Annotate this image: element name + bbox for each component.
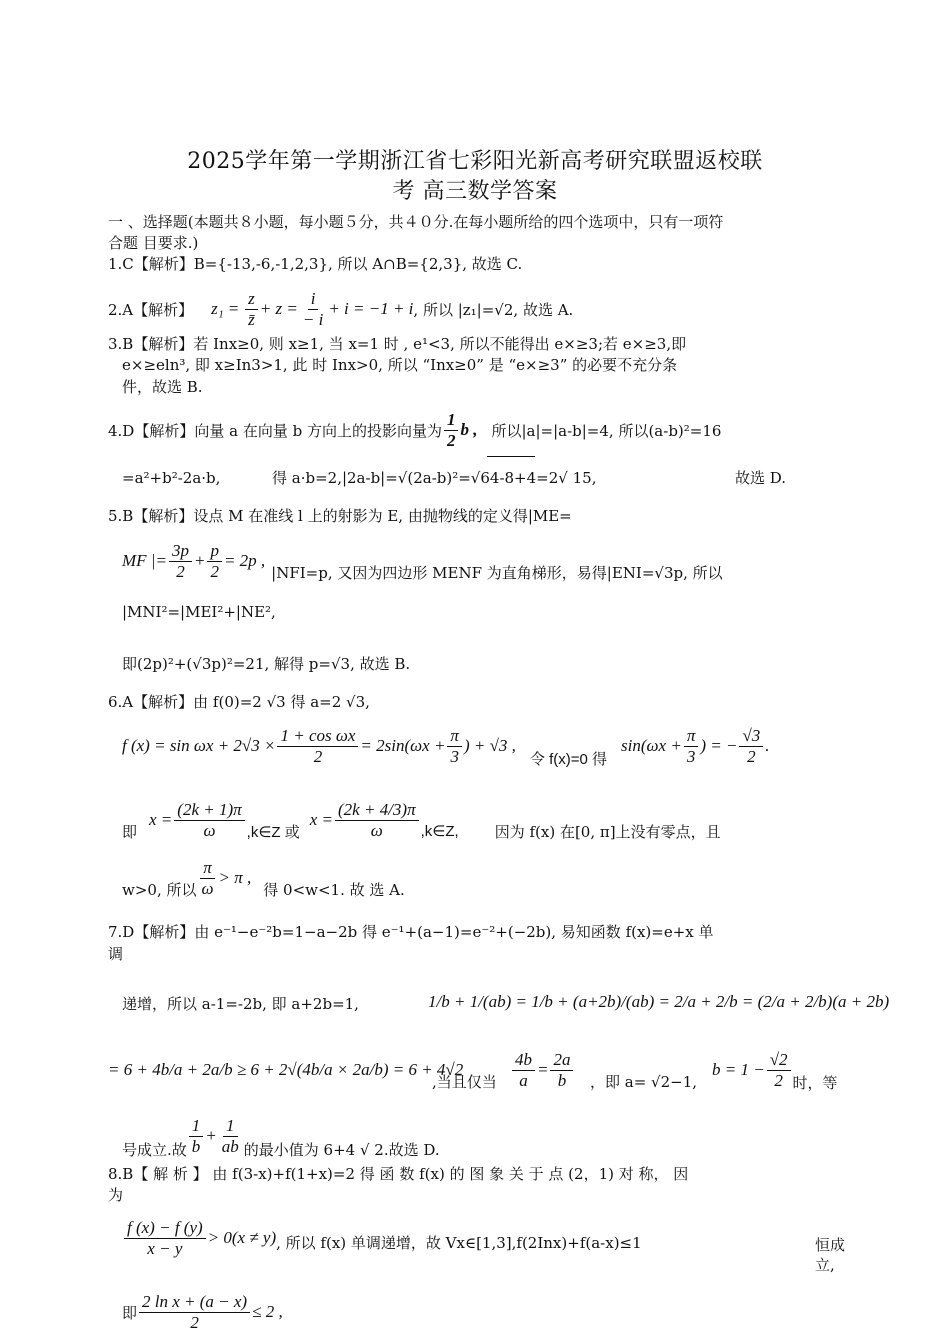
answer-q1: 1.C【解析】B={-13,-6,-1,2,3}, 所以 A∩B={2,3}, 故选 C. xyxy=(108,255,523,273)
answer-q7-line-4: 号成立.故 $\frac{1}{b}$ + $\frac{1}{ab}$ 的最小值为 6+4 √ 2.故选 D. xyxy=(122,1115,440,1159)
section-header-line-2: 合题 目要求.) xyxy=(108,234,199,252)
answer-q6-line-1: 6.A【解析】由 f(0)=2 √3 得 a=2 √3, xyxy=(108,693,370,711)
q6-fraction-pi3-b: $\frac{\pi}{3}$ xyxy=(684,726,699,767)
q6-fraction-pi3: $\frac{\pi}{3}$ xyxy=(447,726,462,767)
q6-fraction-cos: $\frac{\text{1 + cos ωx}}{2}$ xyxy=(277,726,358,767)
q2-suffix: , 所以 |z₁|=√2, 故选 A. xyxy=(413,300,574,319)
q5-fraction-3p: $\frac{3p}{2}$ xyxy=(169,541,192,582)
answer-q5-line-3: |MNI²=|MEI²+|NE², xyxy=(122,603,276,621)
q7-equation-1: 1/b + 1/(ab) = 1/b + (a+2b)/(ab) = 2/a + 2/b = (2/a + 2/b)(a + 2b) xyxy=(428,992,890,1011)
answer-q3-line-1: 3.B【解析】若 Inx≥0, 则 x≥1, 当 x=1 时 , e¹<3, 所以不能得出 e×≥3;若 e×≥3,即 xyxy=(108,335,687,353)
q2-z1: z₁ xyxy=(211,299,224,318)
q7-equation-2: = 6 + 4b/a + 2a/b ≥ 6 + 2√(4b/a × 2a/b) = 6 + 4√2 xyxy=(108,1060,464,1079)
answer-q4-line-2a: =a²+b²-2a·b, xyxy=(122,469,221,487)
answer-q7-line-1b: 调 xyxy=(108,945,124,963)
q2-plus-z: + z = xyxy=(259,299,298,318)
answer-q8-li: 立, xyxy=(815,1256,835,1274)
answer-q4-line-2b: 得 a·b=2,|2a-b|=√(2a-b)²=√64-8+4=2√ 15, xyxy=(272,469,597,487)
q2-prefix: 2.A【解析】 xyxy=(108,300,194,319)
q7-condition-fraction: $\frac{4b}{a}$ = $\frac{2a}{b}$ xyxy=(510,1044,575,1096)
answer-q4-line-1: 4.D【解析】向量 a 在向量 b 方向上的投影向量为 $\frac{1}{2}$ b , 所以|a|=|a-b|=4, 所以(a-b)²=16 xyxy=(108,409,722,450)
q7-condition-2: ，即 a= √2−1, xyxy=(590,1073,698,1091)
answer-q3-line-3: 件，故选 B. xyxy=(122,378,203,396)
answer-q7-line-2a: 递增，所以 a-1=-2b, 即 a+2b=1, xyxy=(122,995,359,1013)
answer-q8-heng: 恒成 xyxy=(815,1236,846,1254)
q6-fraction-pi-omega: $\frac{\pi}{\omega}$ xyxy=(201,857,214,898)
page-title-line-2: 考 高三数学答案 xyxy=(392,179,558,204)
answer-q2: 2.A【解析】 z₁ = $\frac{z}{z̄}$ + z = $\frac{i}{- i}$ + i = −1 + i , 所以 |z₁|=√2, 故选 A. xyxy=(108,288,574,329)
q4-rule xyxy=(487,456,535,457)
q2-fraction-i: $\frac{i}{- i}$ xyxy=(302,288,324,329)
q8-fraction-inequality: $\frac{f (x) - f (y)}{x - y}$ xyxy=(124,1218,206,1259)
q8-fraction-last: $\frac{\text{2 ln x + (a − x)}}{2}$ xyxy=(139,1292,250,1333)
q5-fraction-p: $\frac{p}{2}$ xyxy=(207,541,222,582)
q6-fraction-x1: $\frac{(2k + 1)\pi}{\omega}$ xyxy=(174,800,244,841)
answer-q5-line-4: 即(2p)²+(√3p)²=21, 解得 p=√3, 故选 B. xyxy=(122,655,411,673)
q6-fraction-root3: $\frac{√3}{2}$ xyxy=(739,726,763,767)
q4-half-fraction: $\frac{1}{2}$ xyxy=(444,410,459,451)
answer-q5-line-1: 5.B【解析】设点 M 在准线 l 上的射影为 E, 由抛物线的定义得|ME= xyxy=(108,507,572,525)
answer-q6-line-4: w>0, 所以 $\frac{\pi}{\omega}$ > π , 得 0<w<1. 故 选 A. xyxy=(122,857,405,899)
answer-q8-line-1: 8.B【 解 析 】 由 f(3-x)+f(1+x)=2 得 函 数 f(x) 的 图 象 关 于 点 (2，1) 对 称， 因 xyxy=(108,1165,689,1183)
page-title-line-1: 2025学年第一学期浙江省七彩阳光新高考研究联盟返校联 xyxy=(187,149,763,174)
answer-q6-line-3: 即 x = $\frac{(2k + 1)\pi}{\omega}$ ,k∈Z 或 x = $\frac{(2k + 4/3)\pi}{\omega}$ ,k∈Z, 因为 f(x) 在[0, π]上没有零点，且 xyxy=(122,799,721,841)
q2-fraction-z: $\frac{z}{z̄}$ xyxy=(245,289,258,330)
answer-q3-line-2: e×≥eln³, 即 x≥In3>1, 此 时 Inx>0, 所以 “Inx≥0” 是 “e×≥3” 的必要不充分条 xyxy=(122,356,678,374)
q2-rest: + i = −1 + i xyxy=(328,299,414,318)
q6-fraction-x2: $\frac{(2k + 4/3)\pi}{\omega}$ xyxy=(335,800,419,841)
answer-q8-line-2: $\frac{f (x) - f (y)}{x - y}$ > 0(x ≠ y) , 所以 f(x) 单调递增，故 Vx∈[1,3],f(2Inx)+f(a-x)≤1 xyxy=(122,1212,642,1264)
answer-q8-line-1b: 为 xyxy=(108,1186,124,1204)
answer-q8-line-3: 即 $\frac{\text{2 ln x + (a − x)}}{2}$ ≤ 2 , xyxy=(122,1291,283,1332)
q7-condition-b: b = 1 − $\frac{√2}{2}$ 时，等 xyxy=(712,1049,838,1092)
section-header-line-1: 一 、选择题(本题共８小题，每小题５分，共４０分.在每小题所给的四个选项中，只有一项符 xyxy=(108,213,724,231)
q7-condition: ,当且仅当 xyxy=(432,1073,497,1091)
answer-q4-line-2c: 故选 D. xyxy=(735,469,787,487)
answer-q7-line-1: 7.D【解析】由 e⁻¹−e⁻²b=1−a−2b 得 e⁻¹+(a−1)=e⁻²+(−2b), 易知函数 f(x)=e+x 单 xyxy=(108,923,714,941)
answer-q6-line-2: f (x) = sin ωx + 2√3 × $\frac{\text{1 + cos ωx}}{2}$ = 2sin(ωx + $\frac{\pi}{3}$ ) + √3 , 令 f(x)=0 得 sin(ωx + $\frac{\pi}{3}$ ) = − $\frac{√3}{2}$ . xyxy=(122,725,770,768)
answer-q5-line-2: MF |= $\frac{3p}{2}$ + $\frac{p}{2}$ = 2p , |NFI=p, 又因为四边形 MENF 为直角梯形，易得|ENI=√3p, 所以 xyxy=(122,540,723,582)
